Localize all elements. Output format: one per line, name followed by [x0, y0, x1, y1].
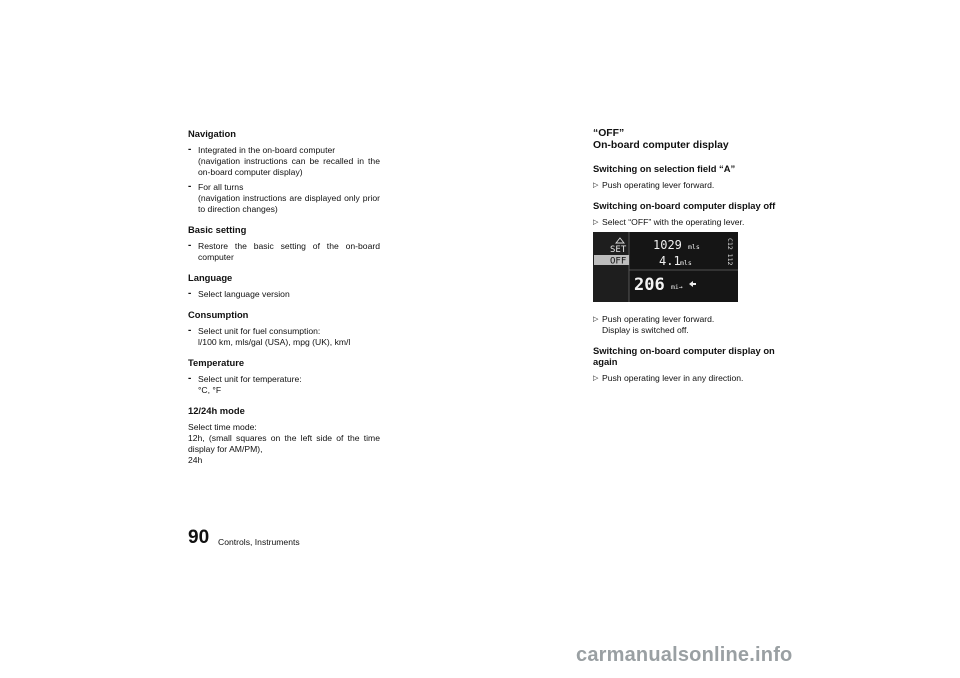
display-row1-unit: mls [688, 243, 700, 251]
navigation-item-1 [188, 145, 380, 178]
navigation-section [188, 128, 380, 215]
switch-on-again-step: ▷ Push operating lever in any direction. [593, 373, 788, 384]
time-mode-line-1: Select time mode: [188, 422, 257, 432]
switch-off-step-2-text: ▷ Push operating lever forward. [602, 314, 715, 324]
temperature-section [188, 357, 380, 396]
switch-on-step: ▷ Push operating lever forward. [593, 180, 788, 191]
language-item: - Select language version [188, 289, 380, 300]
navigation-item-1-text: - Integrated in the on-board computer [198, 145, 336, 155]
navigation-item-1-sub: (navigation instructions can be recalled in the on-board computer display) [198, 156, 380, 177]
consumption-item [188, 326, 380, 348]
display-menu-set: SET [610, 245, 627, 255]
display-row1-value: 1029 [653, 238, 682, 252]
display-row2-unit: mls [680, 259, 692, 267]
display-menu-off: OFF [610, 256, 627, 267]
consumption-heading: Consumption [188, 309, 249, 320]
page-title [593, 128, 788, 152]
display-row2-value: 4.1 [659, 254, 681, 268]
time-mode-heading: 12/24h mode [188, 405, 245, 416]
left-column [188, 128, 380, 475]
switch-off-step-2-sub: Display is switched off. [602, 325, 689, 335]
consumption-item-text: - Select unit for fuel consumption: [198, 326, 321, 336]
onboard-computer-display-image [593, 232, 738, 302]
page-title-line-2: On-board computer display [593, 140, 729, 151]
switch-off-step-2 [593, 314, 788, 336]
footer-section: Controls, Instruments [218, 537, 300, 547]
basic-setting-section [188, 224, 380, 263]
navigation-item-2-sub: (navigation instructions are displayed only prior to direction changes) [198, 193, 380, 214]
display-row3-unit: mi→ [671, 283, 683, 291]
temperature-item-sub: °C, °F [198, 385, 222, 395]
temperature-item [188, 374, 380, 396]
language-heading: Language [188, 272, 233, 283]
temperature-item-text: - Select unit for temperature: [198, 374, 302, 384]
page-number: 90 [188, 527, 210, 548]
display-graphic [593, 232, 738, 302]
time-mode-line-2: 12h, (small squares on the left side of the time display for AM/PM), [188, 433, 380, 454]
switch-on-heading: Switching on selection field “A” [593, 163, 736, 174]
navigation-item-2 [188, 182, 380, 215]
watermark: carmanualsonline.info [576, 644, 793, 666]
navigation-heading: Navigation [188, 128, 236, 139]
image-code: C12 112 [726, 238, 734, 266]
right-column [593, 128, 788, 393]
navigation-item-2-text: - For all turns [198, 182, 244, 192]
time-mode-section [188, 405, 380, 466]
page-title-line-1: “OFF” [593, 128, 625, 139]
temperature-heading: Temperature [188, 357, 245, 368]
switch-off-heading: Switching on-board computer display off [593, 200, 776, 211]
switch-on-again-heading: Switching on-board computer display on again [593, 345, 775, 367]
time-mode-line-3: 24h [188, 455, 203, 465]
consumption-section [188, 309, 380, 348]
basic-setting-heading: Basic setting [188, 224, 247, 235]
display-row3-value: 206 [634, 275, 665, 295]
language-section [188, 272, 380, 300]
consumption-item-sub: l/100 km, mls/gal (USA), mpg (UK), km/l [198, 337, 351, 347]
basic-setting-item: - Restore the basic setting of the on-board computer [188, 241, 380, 263]
switch-off-step: ▷ Select “OFF” with the operating lever. [593, 217, 788, 228]
